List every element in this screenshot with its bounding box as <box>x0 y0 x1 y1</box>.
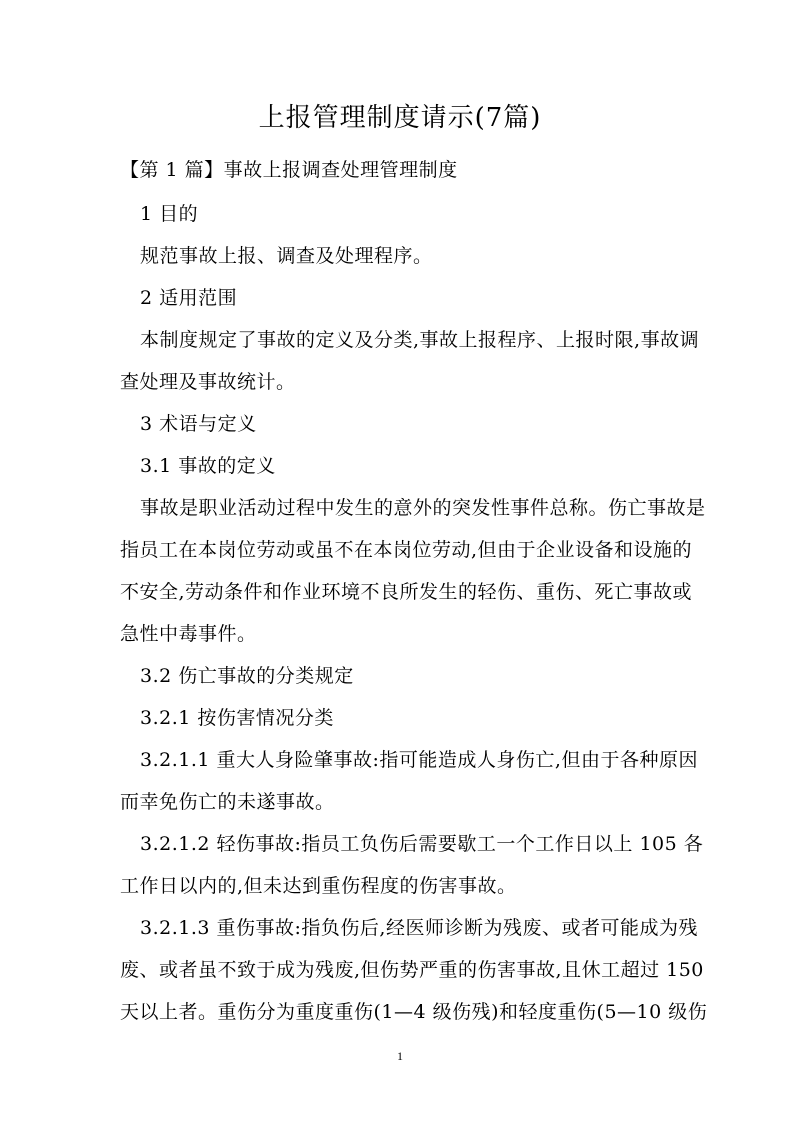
paragraph-line: 3.1 事故的定义 <box>140 455 276 477</box>
paragraph-line: 3 术语与定义 <box>140 413 257 435</box>
paragraph-line: 3.2.1.3 重伤事故:指负伤后,经医师诊断为残废、或者可能成为残 <box>140 917 698 939</box>
paragraph-line: 而幸免伤亡的未遂事故。 <box>120 791 335 813</box>
paragraph-line: 急性中毒事件。 <box>120 623 257 645</box>
paragraph-line: 废、或者虽不致于成为残废,但伤势严重的伤害事故,且休工超过 150 <box>120 959 704 981</box>
paragraph-line: 本制度规定了事故的定义及分类,事故上报程序、上报时限,事故调 <box>140 329 700 351</box>
paragraph-line: 指员工在本岗位劳动或虽不在本岗位劳动,但由于企业设备和设施的 <box>120 539 693 561</box>
paragraph-line: 不安全,劳动条件和作业环境不良所发生的轻伤、重伤、死亡事故或 <box>120 581 693 603</box>
document-title: 上报管理制度请示(7篇) <box>258 103 542 133</box>
paragraph-line: 事故是职业活动过程中发生的意外的突发性事件总称。伤亡事故是 <box>140 497 706 519</box>
paragraph-line: 规范事故上报、调查及处理程序。 <box>140 245 433 267</box>
paragraph-line: 查处理及事故统计。 <box>120 371 296 393</box>
paragraph-line: 2 适用范围 <box>140 287 238 309</box>
paragraph-line: 天以上者。重伤分为重度重伤(1—4 级伤残)和轻度重伤(5—10 级伤 <box>120 1001 708 1023</box>
paragraph-line: 3.2.1.1 重大人身险肇事故:指可能造成人身伤亡,但由于各种原因 <box>140 749 698 771</box>
paragraph-line: 3.2 伤亡事故的分类规定 <box>140 665 354 687</box>
page-number: 1 <box>397 1049 403 1063</box>
paragraph-line: 3.2.1 按伤害情况分类 <box>140 707 334 729</box>
paragraph-line: 工作日以内的,但未达到重伤程度的伤害事故。 <box>120 875 517 897</box>
section-heading: 【第 1 篇】事故上报调查处理管理制度 <box>120 159 458 181</box>
paragraph-line: 3.2.1.2 轻伤事故:指员工负伤后需要歇工一个工作日以上 105 各 <box>140 833 704 855</box>
paragraph-line: 1 目的 <box>140 203 199 225</box>
